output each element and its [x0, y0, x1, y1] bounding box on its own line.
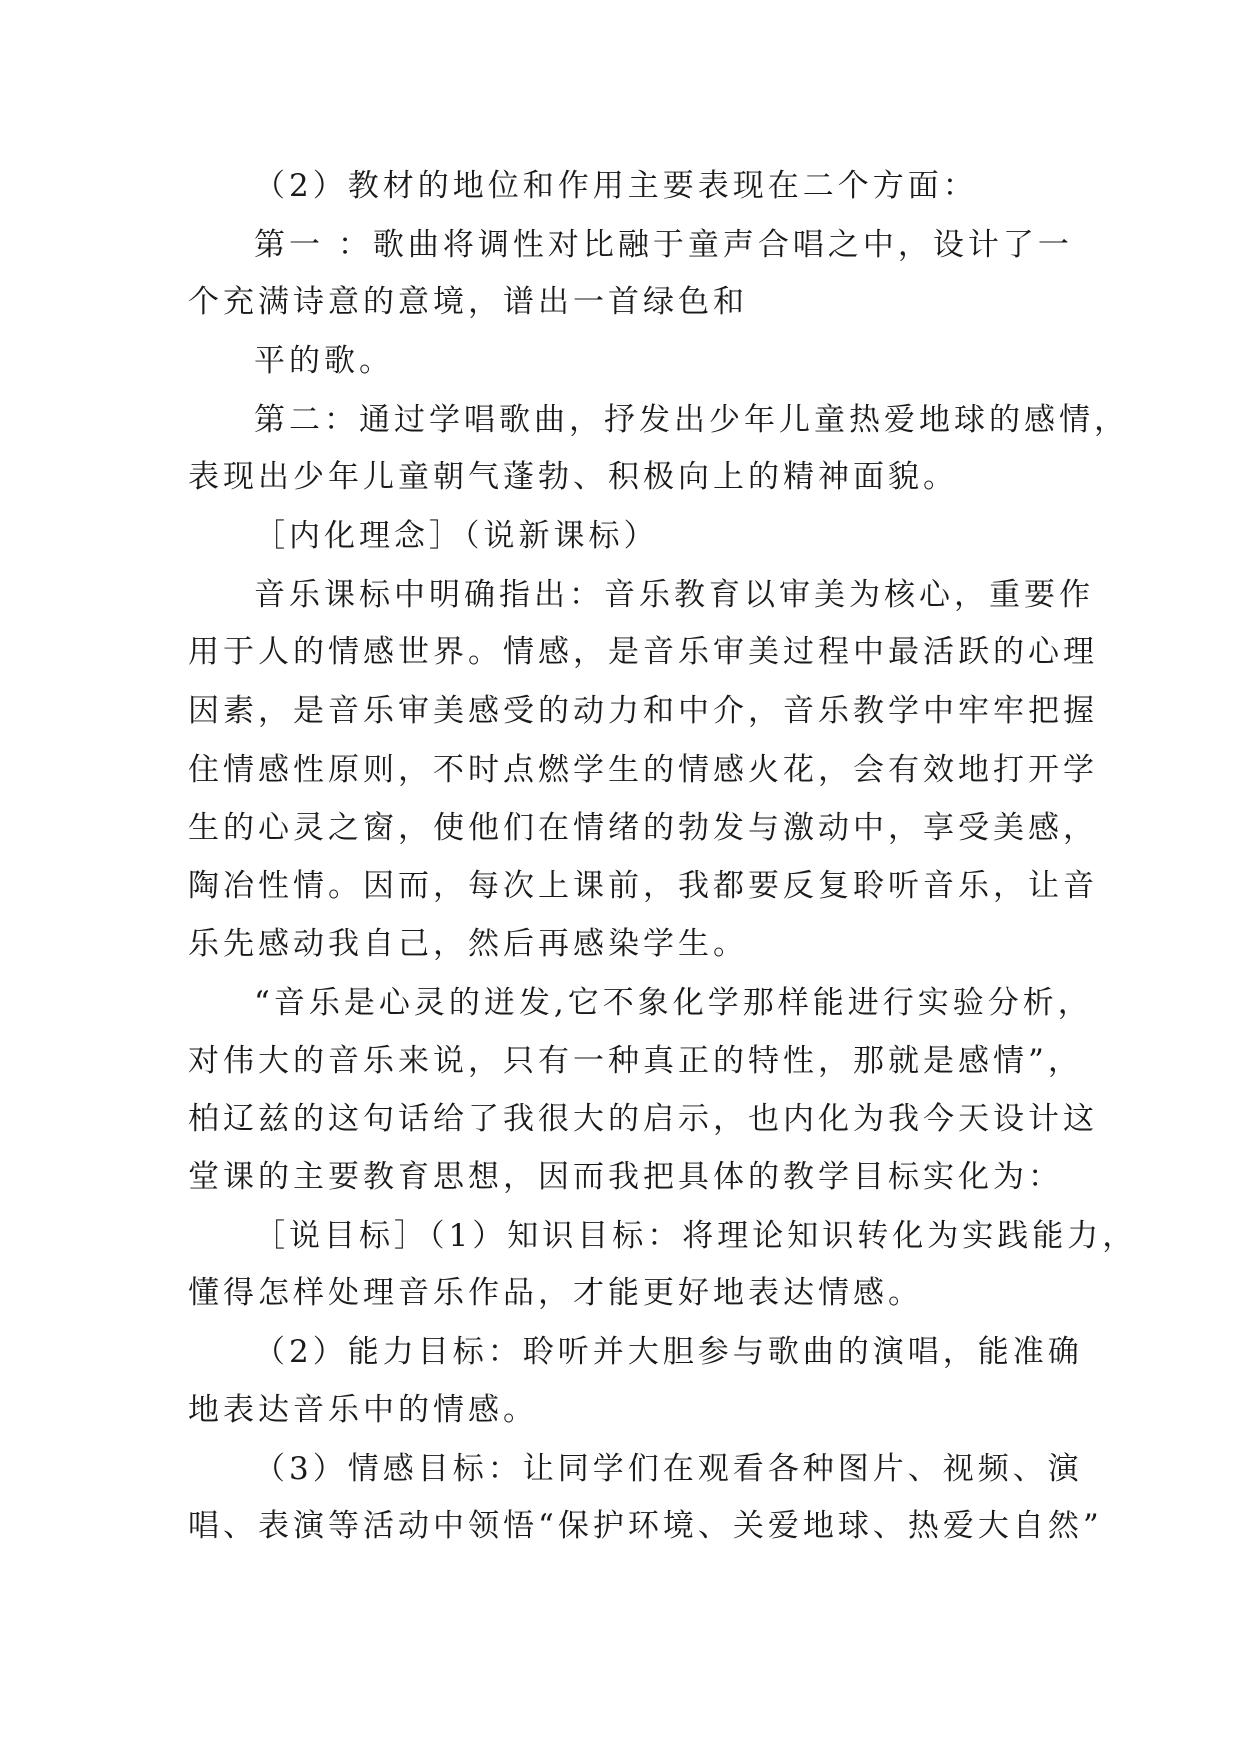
text-line: 表现出少年儿童朝气蓬勃、积极向上的精神面貌。	[188, 459, 958, 495]
text-line: 唱、表演等活动中领悟“保护环境、关爱地球、热爱大自然”	[188, 1508, 1103, 1544]
text-line: （2）能力目标：聆听并大胆参与歌曲的演唱，能准确	[254, 1334, 1083, 1370]
text-line: 对伟大的音乐来说，只有一种真正的特性，那就是感情”，	[188, 1043, 1083, 1079]
text-line: 乐先感动我自己，然后再感染学生。	[188, 926, 748, 962]
text-line: 第二：通过学唱歌曲，抒发出少年儿童热爱地球的感情，	[254, 402, 1129, 438]
text-line: 第一 ：歌曲将调性对比融于童声合唱之中，设计了一	[254, 227, 1073, 263]
text-line: （3）情感目标：让同学们在观看各种图片、视频、演	[254, 1451, 1083, 1487]
text-line: （2）教材的地位和作用主要表现在二个方面：	[254, 168, 978, 204]
text-line: 住情感性原则，不时点燃学生的情感火花，会有效地打开学	[188, 752, 1098, 788]
text-line: 因素，是音乐审美感受的动力和中介，音乐教学中牢牢把握	[188, 693, 1098, 729]
text-line: 地表达音乐中的情感。	[188, 1392, 538, 1428]
text-line: 陶冶性情。因而，每次上课前，我都要反复聆听音乐，让音	[188, 868, 1098, 904]
text-line: 生的心灵之窗，使他们在情绪的勃发与激动中，享受美感，	[188, 810, 1098, 846]
text-line: “音乐是心灵的迸发,它不象化学那样能进行实验分析，	[254, 985, 1093, 1021]
text-line: 平的歌。	[254, 343, 394, 379]
text-line: ［内化理念］（说新课标）	[254, 518, 659, 554]
text-line: 用于人的情感世界。情感，是音乐审美过程中最活跃的心理	[188, 634, 1098, 670]
text-line: 柏辽兹的这句话给了我很大的启示，也内化为我今天设计这	[188, 1101, 1098, 1137]
text-line: 音乐课标中明确指出：音乐教育以审美为核心，重要作	[254, 577, 1094, 613]
text-line: 个充满诗意的意境，谱出一首绿色和	[188, 284, 748, 320]
text-line: 堂课的主要教育思想，因而我把具体的教学目标实化为：	[188, 1159, 1063, 1195]
text-line: ［说目标］（1）知识目标：将理论知识转化为实践能力，	[254, 1218, 1138, 1254]
text-line: 懂得怎样处理音乐作品，才能更好地表达情感。	[188, 1275, 923, 1311]
